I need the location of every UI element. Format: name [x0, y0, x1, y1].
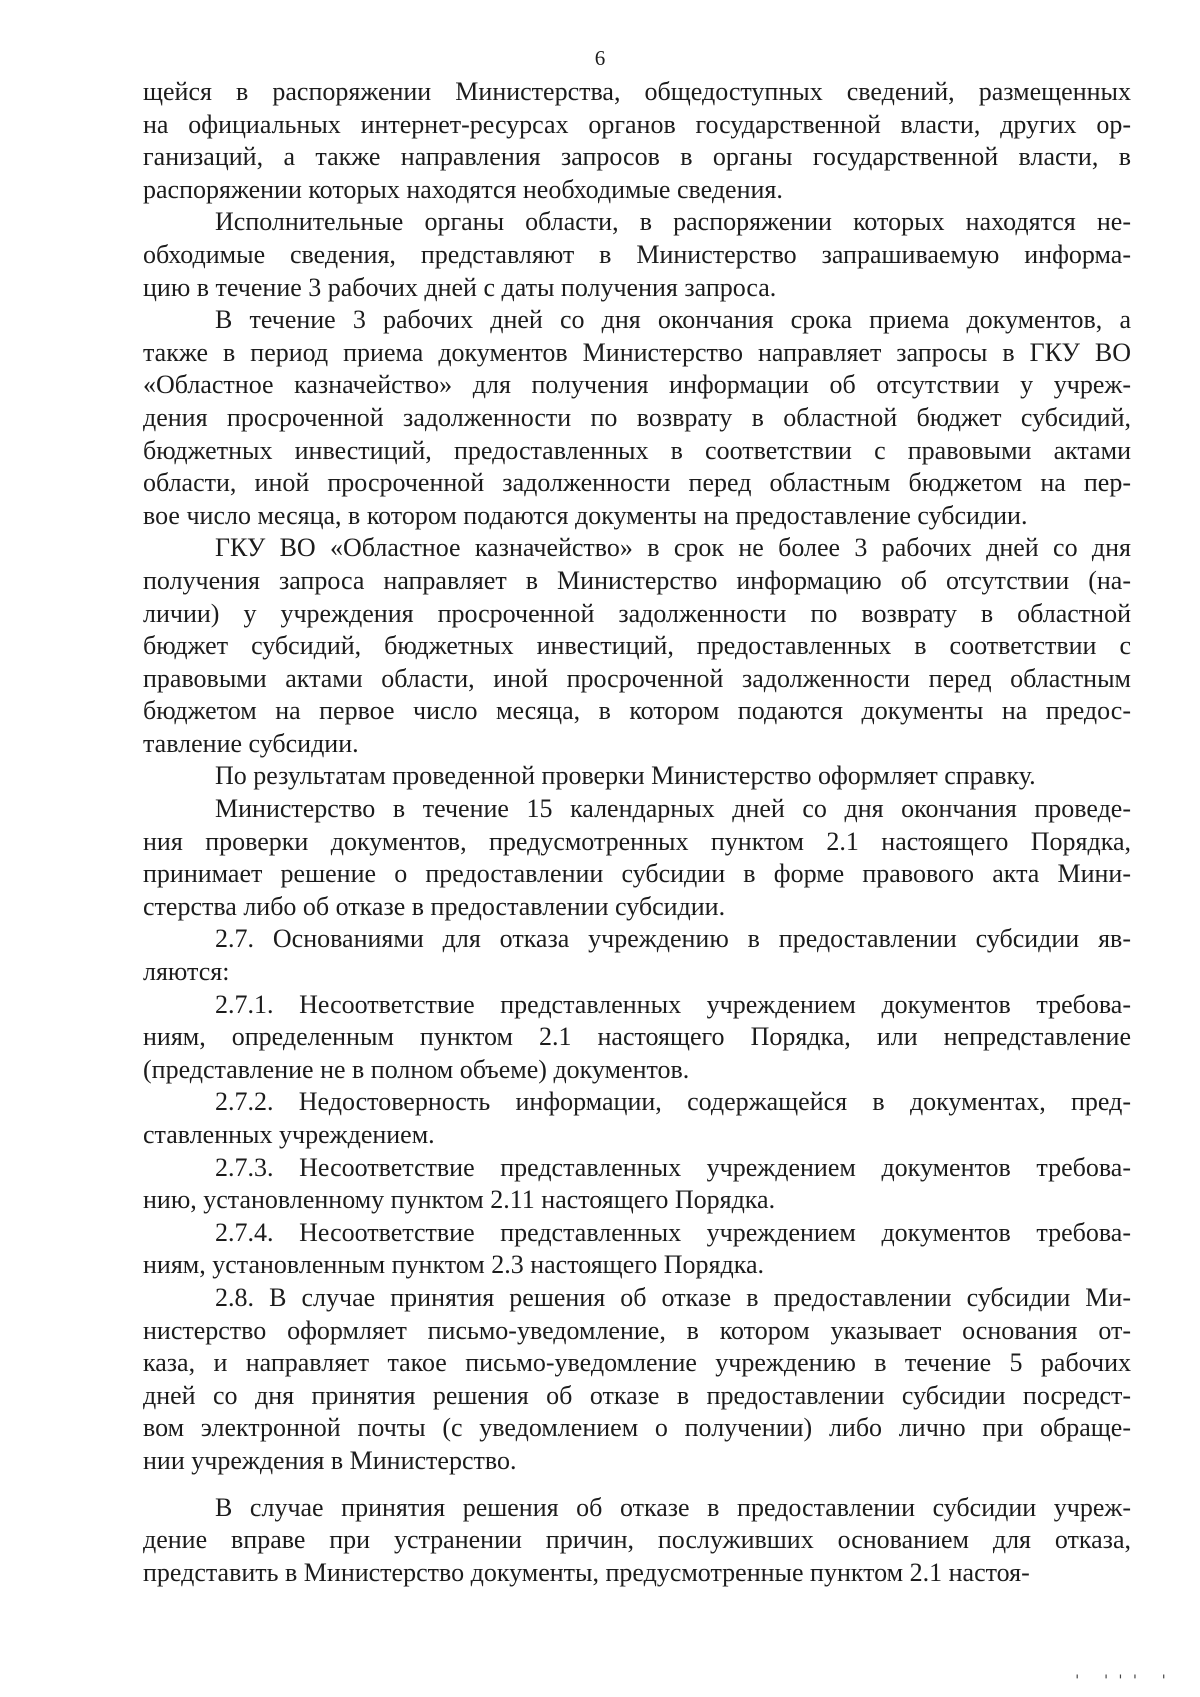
- text-line: цию в течение 3 рабочих дней с даты получения запроса.: [143, 272, 777, 302]
- paragraph-p12: [143, 1492, 1131, 1590]
- paragraph-p1: [143, 206, 1131, 304]
- text-line: ния проверки документов, предусмотренных пунктом 2.1 настоящего Порядка,: [143, 826, 1131, 856]
- text-line: Министерство в течение 15 календарных дней со дня окончания проведе-: [215, 794, 1131, 824]
- paragraph-p8: [143, 1086, 1131, 1151]
- paragraph-p10: [143, 1217, 1131, 1282]
- text-line: нии учреждения в Министерство.: [143, 1445, 517, 1475]
- text-line: стерства либо об отказе в предоставлении субсидии.: [143, 891, 726, 921]
- text-line: 2.8. В случае принятия решения об отказе в предоставлении субсидии Ми-: [215, 1282, 1131, 1312]
- text-line: обходимые сведения, представляют в Министерство запрашиваемую информа-: [143, 239, 1131, 269]
- text-line: 2.7.2. Недостоверность информации, содержащейся в документах, пред-: [215, 1087, 1131, 1117]
- text-line: 2.7.1. Несоответствие представленных учреждением документов требова-: [215, 989, 1131, 1019]
- paragraph-p6: [143, 923, 1131, 988]
- text-line: бюджет субсидий, бюджетных инвестиций, предоставленных в соответствии с: [143, 631, 1131, 661]
- text-line: В случае принятия решения об отказе в предоставлении субсидии учреж-: [215, 1492, 1131, 1522]
- text-line: ганизаций, а также направления запросов в органы государственной власти, в: [143, 142, 1131, 172]
- text-line: вое число месяца, в котором подаются документы на предоставление субсидии.: [143, 500, 1028, 530]
- text-line: ГКУ ВО «Областное казначейство» в срок не более 3 рабочих дней со дня: [215, 533, 1131, 563]
- paragraph-p5: [143, 793, 1131, 923]
- text-line: вом электронной почты (с уведомлением о получении) либо лично при обраще-: [143, 1413, 1131, 1443]
- text-line: также в период приема документов Министерство направляет запросы в ГКУ ВО: [143, 337, 1131, 367]
- text-line: на официальных интернет-ресурсах органов государственной власти, других ор-: [143, 109, 1131, 139]
- paragraph-p7: [143, 989, 1131, 1087]
- text-line: (представление не в полном объеме) документов.: [143, 1054, 690, 1084]
- text-line: принимает решение о предоставлении субсидии в форме правового акта Мини-: [143, 859, 1131, 889]
- text-line: бюджетом на первое число месяца, в котором подаются документы на предос-: [143, 696, 1131, 726]
- text-line: дение вправе при устранении причин, послуживших основанием для отказа,: [143, 1525, 1131, 1555]
- text-line: нию, установленному пунктом 2.11 настоящего Порядка.: [143, 1185, 776, 1215]
- text-line: получения запроса направляет в Министерство информацию об отсутствии (на-: [143, 565, 1131, 595]
- paragraph-p0: [143, 76, 1131, 206]
- text-line: «Областное казначейство» для получения информации об отсутствии у учреж-: [143, 370, 1131, 400]
- text-line: 2.7. Основаниями для отказа учреждению в предоставлении субсидии яв-: [215, 924, 1131, 954]
- paragraph-p11: [143, 1282, 1131, 1478]
- text-line: дения просроченной задолженности по возврату в областной бюджет субсидий,: [143, 402, 1131, 432]
- text-line: личии) у учреждения просроченной задолженности по возврату в областной: [143, 598, 1131, 628]
- document-body: [143, 76, 1131, 1589]
- text-line: распоряжении которых находятся необходимые сведения.: [143, 174, 783, 204]
- text-line: ниям, установленным пунктом 2.3 настоящего Порядка.: [143, 1250, 765, 1280]
- text-line: 2.7.3. Несоответствие представленных учреждением документов требова-: [215, 1152, 1131, 1182]
- paragraph-p9: [143, 1152, 1131, 1217]
- text-line: бюджетных инвестиций, предоставленных в соответствии с правовыми актами: [143, 435, 1131, 465]
- text-line: ляются:: [143, 957, 230, 987]
- text-line: щейся в распоряжении Министерства, общедоступных сведений, размещенных: [143, 77, 1131, 106]
- paragraph-p3: [143, 532, 1131, 760]
- text-line: тавление субсидии.: [143, 728, 359, 758]
- text-line: 2.7.4. Несоответствие представленных учреждением документов требова-: [215, 1217, 1131, 1247]
- text-line: представить в Министерство документы, предусмотренные пунктом 2.1 настоя-: [143, 1557, 1030, 1587]
- scan-mark: ' ''' ': [1072, 1673, 1174, 1689]
- page-number: 6: [594, 46, 606, 70]
- text-line: дней со дня принятия решения об отказе в предоставлении субсидии посредст-: [143, 1380, 1131, 1410]
- text-line: каза, и направляет такое письмо-уведомление учреждению в течение 5 рабочих: [143, 1348, 1131, 1378]
- text-line: нистерство оформляет письмо-уведомление, в котором указывает основания от-: [143, 1315, 1131, 1345]
- paragraph-p4: [143, 760, 1131, 793]
- text-line: области, иной просроченной задолженности перед областным бюджетом на пер-: [143, 468, 1131, 498]
- text-line: ниям, определенным пунктом 2.1 настоящего Порядка, или непредставление: [143, 1022, 1131, 1052]
- text-line: По результатам проведенной проверки Министерство оформляет справку.: [215, 761, 1036, 791]
- paragraph-p2: [143, 304, 1131, 532]
- text-line: правовыми актами области, иной просроченной задолженности перед областным: [143, 663, 1131, 693]
- text-line: ставленных учреждением.: [143, 1120, 435, 1149]
- text-line: Исполнительные органы области, в распоряжении которых находятся не-: [215, 207, 1131, 237]
- text-line: В течение 3 рабочих дней со дня окончания срока приема документов, а: [215, 305, 1131, 335]
